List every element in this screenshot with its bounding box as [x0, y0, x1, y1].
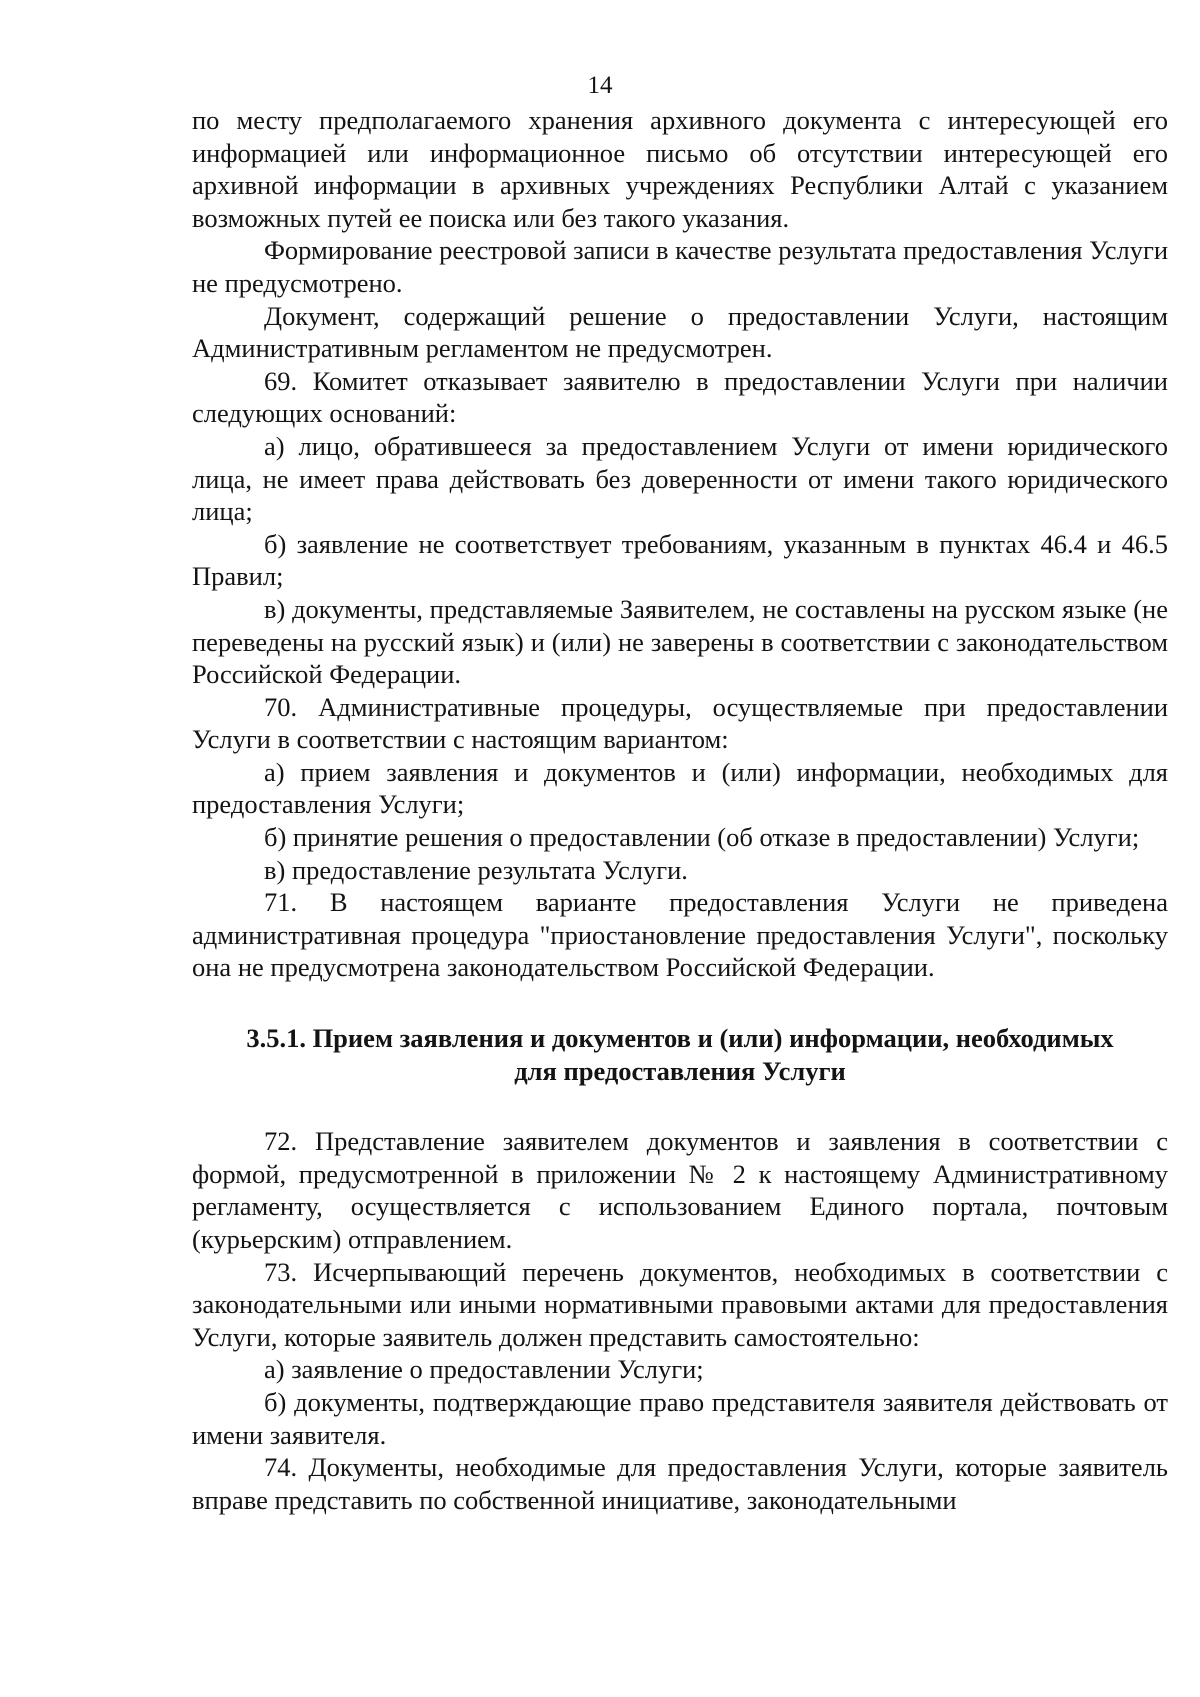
paragraph: б) заявление не соответствует требованиям, указанным в пунктах 46.4 и 46.5 Правил;: [192, 528, 1168, 592]
paragraph: 72. Представление заявителем документов и заявления в соответствии с формой, предусмотренной в приложении № 2 к настоящему Административному регламенту, осуществляется с использованием Единого портала, почтовым (курьерским) отправлением.: [192, 1126, 1168, 1254]
paragraph: а) заявление о предоставлении Услуги;: [264, 1354, 704, 1385]
paragraph: 73. Исчерпывающий перечень документов, необходимых в соответствии с законодательными или иными нормативными правовыми актами для предоставления Услуги, которые заявитель должен представить самостоятельно:: [192, 1256, 1168, 1352]
paragraph: 70. Административные процедуры, осуществляемые при предоставлении Услуги в соответствии с настоящим вариантом:: [192, 691, 1168, 755]
section-heading-line-2: для предоставления Услуги: [514, 1055, 846, 1086]
paragraph: Формирование реестровой записи в качестве результата предоставления Услуги не предусмотрено.: [192, 235, 1168, 298]
paragraph: б) документы, подтверждающие право представителя заявителя действовать от имени заявителя.: [192, 1386, 1168, 1450]
section-heading-line-1: 3.5.1. Прием заявления и документов и (или) информации, необходимых: [246, 1023, 1114, 1054]
paragraph: 74. Документы, необходимые для предоставления Услуги, которые заявитель вправе представить по собственной инициативе, законодательными: [192, 1452, 1168, 1515]
paragraph: 71. В настоящем варианте предоставления Услуги не приведена административная процедура "приостановление предоставления Услуги", поскольку она не предусмотрена законодательством Российской Федерации.: [192, 887, 1168, 983]
paragraph: Документ, содержащий решение о предоставлении Услуги, настоящим Административным регламентом не предусмотрен.: [192, 300, 1168, 364]
paragraph: по месту предполагаемого хранения архивного документа с интересующей его информацией или информационное письмо об отсутствии интересующей его архивной информации в архивных учреждениях Республики Алтай с указанием возможных путей ее поиска или без такого указания.: [192, 105, 1168, 233]
page-number: 14: [587, 72, 613, 99]
paragraph: в) документы, представляемые Заявителем, не составлены на русском языке (не переведены на русский язык) и (или) не заверены в соответствии с законодательством Российской Федерации.: [192, 593, 1168, 690]
paragraph: в) предоставление результата Услуги.: [264, 854, 688, 885]
paragraph: а) прием заявления и документов и (или) информации, необходимых для предоставления Услуги;: [192, 756, 1168, 820]
paragraph: 69. Комитет отказывает заявителю в предоставлении Услуги при наличии следующих оснований:: [192, 365, 1168, 429]
section-heading: [192, 1022, 1168, 1087]
document-body: [192, 104, 1168, 1516]
paragraph: а) лицо, обратившееся за предоставлением Услуги от имени юридического лица, не имеет права действовать без доверенности от имени такого юридического лица;: [192, 430, 1168, 527]
paragraph: б) принятие решения о предоставлении (об отказе в предоставлении) Услуги;: [264, 822, 1140, 853]
